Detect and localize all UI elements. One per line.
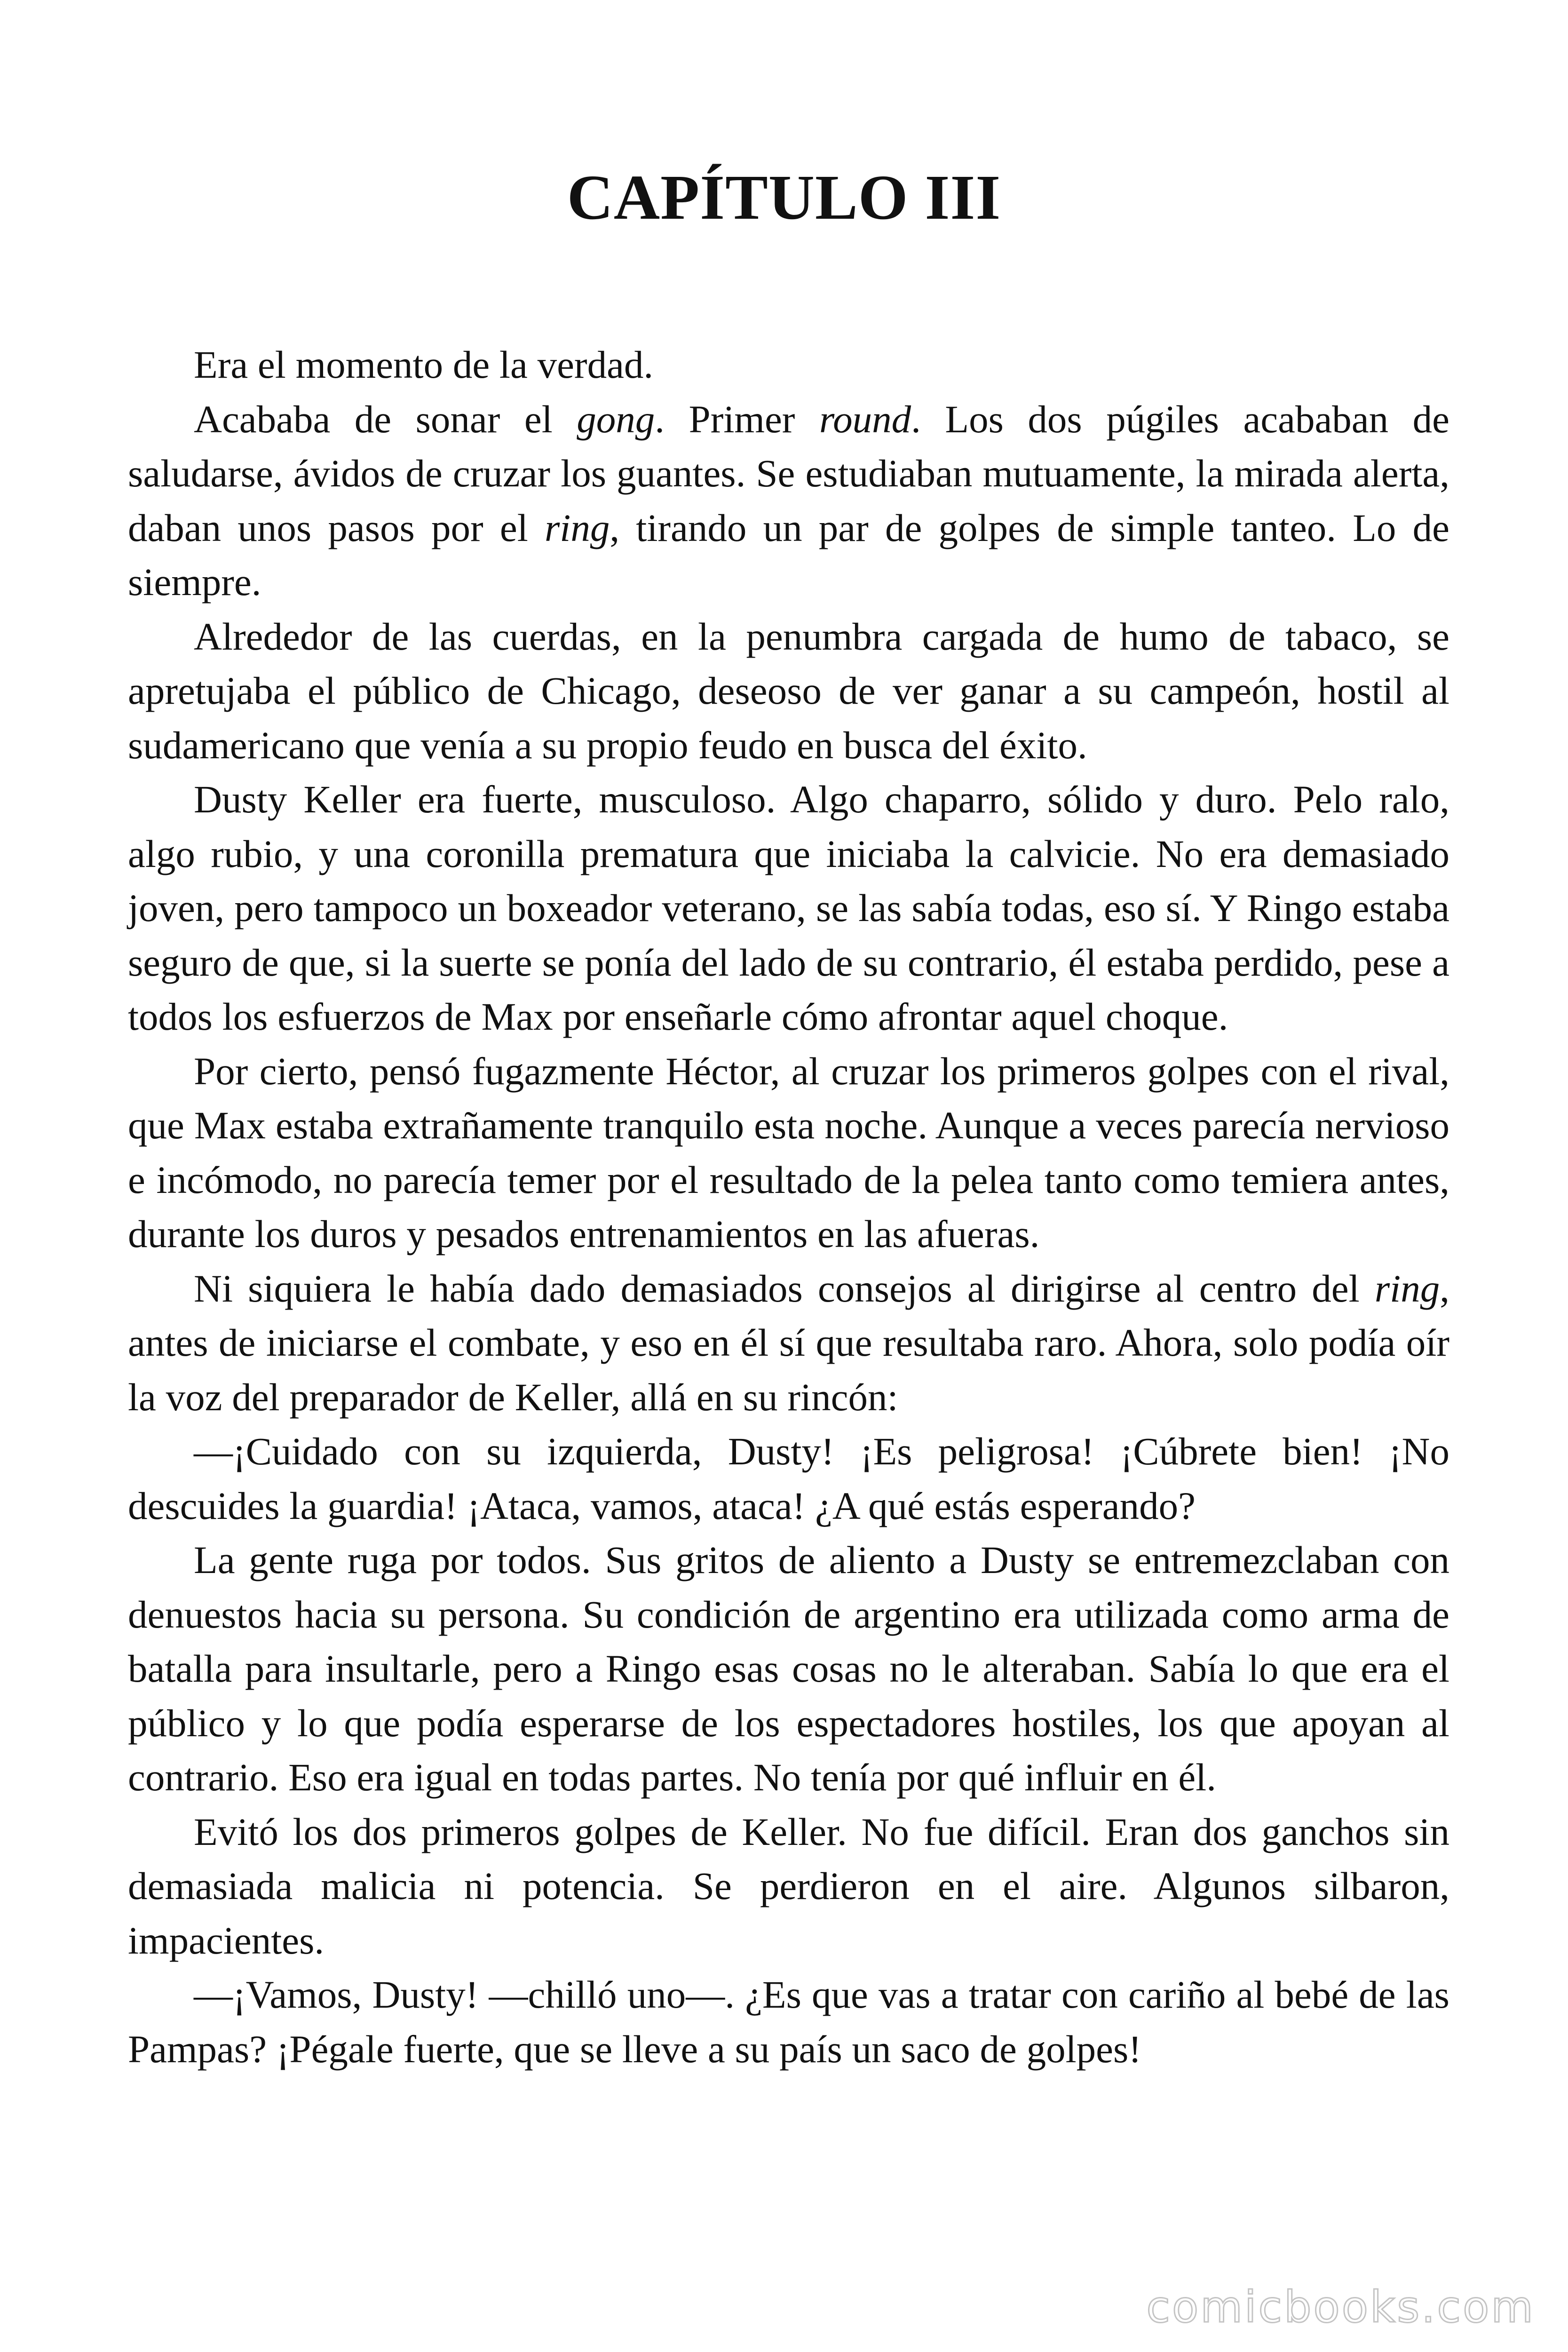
paragraph [128, 392, 1449, 610]
paragraph [128, 1968, 1449, 2076]
italic-run: gong [577, 397, 655, 441]
paragraph [128, 1044, 1449, 1262]
text-run: Por cierto, pensó fugazmente Héctor, al cruzar los primeros golpes con el rival, que Max estaba extrañamente tranquilo esta noche. Aunque a veces parecía nervioso e incómodo, no parecía temer por el resultado de la pelea tanto como temiera antes, durante los duros y pesados entrenamientos en las afueras. [128, 1049, 1449, 1255]
text-run: Dusty Keller era fuerte, musculoso. Algo chaparro, sólido y duro. Pelo ralo, algo rubio, y una coronilla prematura que iniciaba la calvicie. No era demasiado joven, pero tampoco un boxeador veterano, se las sabía todas, eso sí. Y Ringo estaba seguro de que, si la suerte se ponía del lado de su contrario, él estaba perdido, pese a todos los esfuerzos de Max por enseñarle cómo afrontar aquel choque. [128, 778, 1449, 1038]
text-run: , antes de iniciarse el combate, y eso en él sí que resultaba raro. Ahora, solo podía oír la voz del preparador de Keller, allá en su rincón: [128, 1266, 1449, 1419]
paragraph [128, 338, 1449, 392]
paragraph [128, 1424, 1449, 1533]
text-run: Era el momento de la verdad. [194, 343, 654, 386]
text-run: . Los dos púgiles acababan de saludarse, ávidos de cruzar los guantes. Se estudiaban mutuamente, la mirada alerta, daban unos pasos por el [128, 397, 1449, 549]
text-run: La gente ruga por todos. Sus gritos de aliento a Dusty se entremezclaban con denuestos hacia su persona. Su condición de argentino era utilizada como arma de batalla para insultarle, pero a Ringo esas cosas no le alteraban. Sabía lo que era el público y lo que podía esperarse de los espectadores hostiles, los que apoyan al contrario. Eso era igual en todas partes. No tenía por qué influir en él. [128, 1538, 1449, 1799]
text-run: Evitó los dos primeros golpes de Keller. No fue difícil. Eran dos ganchos sin demasiada malicia ni potencia. Se perdieron en el aire. Algunos silbaron, impacientes. [128, 1810, 1449, 1962]
paragraph [128, 1805, 1449, 1968]
chapter-body [128, 338, 1449, 2076]
text-run: Alrededor de las cuerdas, en la penumbra cargada de humo de tabaco, se apretujaba el público de Chicago, deseoso de ver ganar a su campeón, hostil al sudamericano que venía a su propio feudo en busca del éxito. [128, 614, 1449, 767]
text-run: , tirando un par de golpes de simple tanteo. Lo de siempre. [128, 506, 1449, 604]
italic-run: ring [544, 506, 610, 549]
text-run: —¡Cuidado con su izquierda, Dusty! ¡Es peligrosa! ¡Cúbrete bien! ¡No descuides la guardia! ¡Ataca, vamos, ataca! ¿A qué estás esperando? [128, 1430, 1449, 1527]
text-run: . Primer [655, 397, 819, 441]
watermark: comicbooks.com [1146, 2282, 1535, 2332]
paragraph [128, 772, 1449, 1044]
paragraph [128, 1262, 1449, 1425]
text-run: Acababa de sonar el [194, 397, 577, 441]
italic-run: round [819, 397, 911, 441]
italic-run: ring [1374, 1266, 1440, 1310]
text-run: Ni siquiera le había dado demasiados consejos al dirigirse al centro del [194, 1266, 1375, 1310]
text-run: —¡Vamos, Dusty! —chilló uno—. ¿Es que vas a tratar con cariño al bebé de las Pampas? ¡Pégale fuerte, que se lleve a su país un saco de golpes! [128, 1973, 1449, 2071]
paragraph [128, 610, 1449, 773]
chapter-title: CAPÍTULO III [567, 162, 1001, 233]
paragraph [128, 1533, 1449, 1805]
